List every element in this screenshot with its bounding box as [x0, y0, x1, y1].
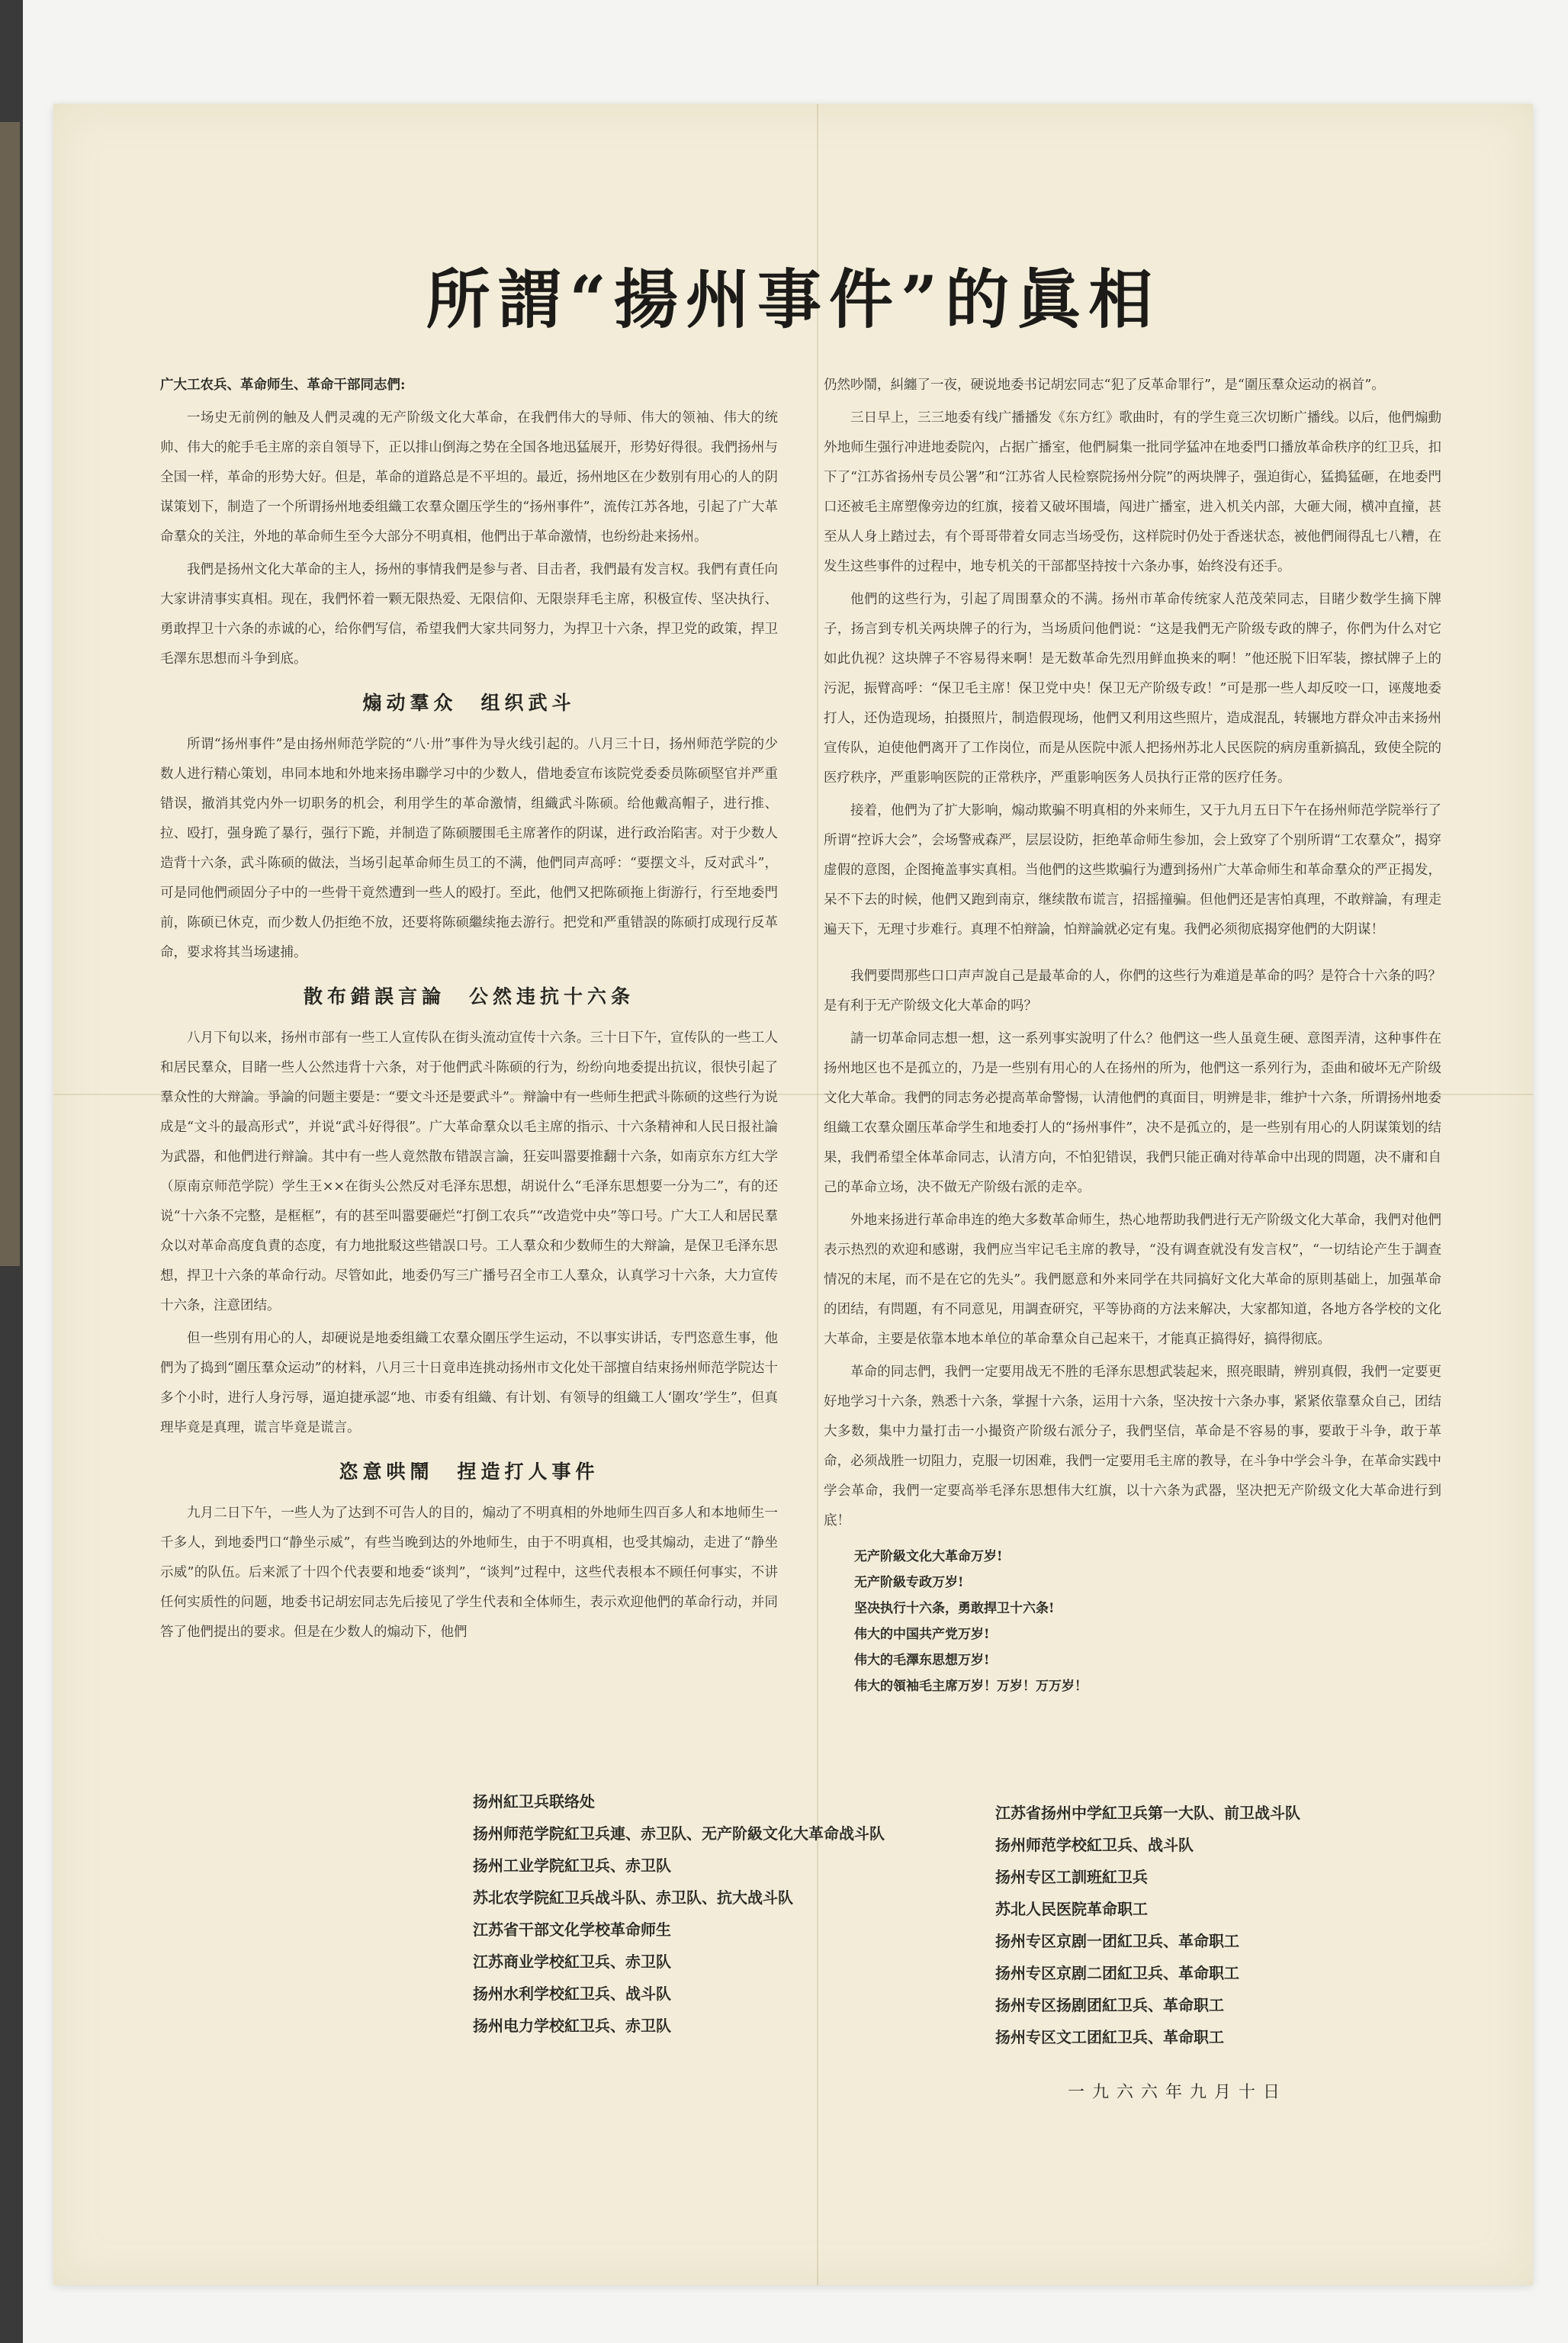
right-text-column: [824, 371, 1441, 1774]
signatory: 江苏省扬州中学紅卫兵第一大队、前卫战斗队: [995, 1804, 1300, 1822]
signatory: 扬州紅卫兵联络处: [473, 1792, 595, 1811]
slogan: 无产阶級专政万岁!: [854, 1575, 964, 1590]
paragraph: 八月下旬以来，扬州市部有一些工人宣传队在街头流动宣传十六条。三十日下午，宣传队的一些工人和居民羣众，目睹一些人公然违背十六条，对于他們武斗陈硕的行为，纷纷向地委提出抗议，很快引起了羣众性的大辩論。爭論的问题主要是：“要文斗还是要武斗”。辩論中有一些师生把武斗陈硕的这些行为说成是“文斗的最高形式”，并说“武斗好得很”。广大革命羣众以毛主席的指示、十六条精神和人民日报社論为武器，和他們进行辩論。其中有一些人竟然散布错誤言論，狂妄叫嚣要推翻十六条，如南京东方红大学（原南京师范学院）学生王××在街头公然反对毛泽东思想，胡说什么“毛泽东思想要一分为二”，有的还说“十六条不完整，是框框”，有的甚至叫嚣要砸烂“打倒工农兵”“改造党中央”等口号。广大工人和居民羣众以对革命高度負責的态度，有力地批駁这些错誤口号。工人羣众和少数师生的大辩論，是保卫毛泽东思想，捍卫十六条的革命行动。尽管如此，地委仍写三广播号召全市工人羣众，认真学习十六条，大力宣传十六条，注意团结。: [160, 1030, 778, 1313]
paragraph: 一场史无前例的触及人們灵魂的无产阶级文化大革命，在我們伟大的导师、伟大的领袖、伟大的统帅、伟大的舵手毛主席的亲自領导下，正以排山倒海之势在全国各地迅猛展开，形势好得很。我們扬州与全国一样，革命的形势大好。但是，革命的道路总是不平坦的。最近，扬州地区在少数别有用心的人的阴谋策划下，制造了一个所谓扬州地委组織工农羣众圍压学生的“扬州事件”，流传江苏各地，引起了广大革命羣众的关注，外地的革命师生至今大部分不明真相，他們出于革命激情，也纷纷赴来扬州。: [160, 410, 778, 545]
signatory: 扬州电力学校紅卫兵、赤卫队: [473, 2017, 671, 2035]
slogan: 伟大的中国共产党万岁!: [854, 1627, 990, 1642]
slogan: 伟大的毛澤东思想万岁!: [854, 1653, 990, 1668]
signatory-list-right: [995, 1797, 1300, 2053]
signatory: 苏北人民医院革命职工: [995, 1900, 1148, 1918]
paragraph: 三日早上，三三地委有线广播播发《东方红》歌曲时，有的学生竟三次切断广播线。以后，他們煽動外地师生强行冲进地委院內，占据广播室，他們屙集一批同学猛冲在地委門口播放革命秩序的红卫兵，扣下了“江苏省扬州专员公署”和“江苏省人民检察院扬州分院”的两块牌子，强迫街心，猛搗猛砸，在地委門口还被毛主席塑像旁边的红旗，接着又破坏围墙，闯进广播室，进入机关内部，大砸大闹，横冲直撞，甚至从人身上踏过去，有个哥哥带着女同志当场受伤，这样院时仍处于香迷状态，被他們闹得乱七八糟，在发生这些事件的过程中，地专机关的干部都坚持按十六条办事，始终没有还手。: [824, 410, 1441, 574]
salutation: 广大工农兵、革命师生、革命干部同志們:: [160, 378, 406, 393]
wooden-frame-edge: [0, 122, 20, 1266]
issue-date: 一九六六年九月十日: [1068, 2083, 1288, 2102]
slogan: 无产阶級文化大革命万岁!: [854, 1549, 1003, 1564]
paragraph: 但一些別有用心的人，却硬说是地委组織工农羣众圍压学生运动，不以事实讲话，专門恣意生事，他們为了捣到“圍压羣众运动”的材料，八月三十日竟串连挑动扬州市文化处干部擅自结束扬州师范学院达十多个小时，进行人身污辱，逼迫捷承認“地、市委有组織、有计划、有领导的组織工人‘圍攻’学生”，但真理毕竟是真理，谎言毕竟是谎言。: [160, 1331, 778, 1435]
signatory-list-left: [473, 1785, 885, 2042]
signatory: 江苏省干部文化学校革命师生: [473, 1920, 671, 1939]
signatory: 扬州专区工訓班紅卫兵: [995, 1868, 1148, 1886]
section-heading: 煽动羣众 组织武斗: [362, 692, 576, 714]
paragraph: 我們是扬州文化大革命的主人，扬州的事情我們是参与者、目击者，我們最有发言权。我們有責任向大家讲清事实真相。现在，我們怀着一颗无限热爱、无限信仰、无限崇拜毛主席，积极宣传、坚决执行、勇敢捍卫十六条的赤诚的心，给你們写信，希望我們大家共同努力，为捍卫十六条，捍卫党的政策，捍卫毛澤东思想而斗争到底。: [160, 562, 778, 667]
paragraph: 仍然吵鬧，糾纏了一夜，硬说地委书记胡宏同志“犯了反革命罪行”，是“圍压羣众运动的祸首”。: [824, 378, 1385, 393]
slogan: 坚决执行十六条，勇敢捍卫十六条!: [854, 1601, 1055, 1616]
signatory: 扬州工业学院紅卫兵、赤卫队: [473, 1856, 671, 1875]
signatory: 苏北农学院紅卫兵战斗队、赤卫队、抗大战斗队: [473, 1888, 793, 1907]
paragraph: 我們要問那些口口声声說自己是最革命的人，你們的这些行为难道是革命的吗？是符合十六条的吗？是有利于无产阶级文化大革命的吗？: [824, 969, 1441, 1014]
section-heading: 恣意哄鬧 捏造打人事件: [339, 1461, 599, 1483]
signatory: 扬州专区京剧一团紅卫兵、革命职工: [995, 1932, 1239, 1950]
section-heading: 散布錯誤言論 公然违抗十六条: [303, 985, 635, 1008]
paragraph: 外地来扬进行革命串连的绝大多数革命师生，热心地帮助我們进行无产阶级文化大革命，我們对他們表示热烈的欢迎和感谢，我們应当牢记毛主席的教导，“没有调查就没有发言权”，“一切结论产生于調查情况的末尾，而不是在它的先头”。我們愿意和外来同学在共同搞好文化大革命的原則基础上，加强革命的团结，有問題，有不同意见，用調查研究，平等协商的方法来解决，大家都知道，各地方各学校的文化大革命，主要是依靠本地本单位的革命羣众自己起来干，才能真正搞得好，搞得彻底。: [824, 1213, 1441, 1347]
left-text-column: [160, 371, 778, 1866]
signatory: 江苏商业学校紅卫兵、赤卫队: [473, 1952, 671, 1971]
poster-title: 所謂“揚州事件”的眞相: [426, 262, 1161, 337]
slogan-list: [854, 1544, 1441, 1699]
signatory: 扬州师范学校紅卫兵、战斗队: [995, 1836, 1194, 1854]
paragraph: 請一切革命同志想一想，这一系列事实說明了什么？他們这一些人虽竟生硬、意图弄清，这种事件在扬州地区也不是孤立的，乃是一些别有用心的人在扬州的所为，他們这一系列行为，歪曲和破坏无产阶级文化大革命。我們的同志务必提高革命警惕，认清他們的真面目，明辨是非，维护十六条，所谓扬州地委组織工农羣众圍压革命学生和地委打人的“扬州事件”，决不是孤立的，是一些别有用心的人阴谋策划的结果，我們希望全体革命同志，认清方向，不怕犯错误，我們只能正确对待革命中出现的問題，决不庸和自己的革命立场，决不做无产阶级右派的走卒。: [824, 1031, 1441, 1195]
signatory: 扬州专区扬剧团紅卫兵、革命职工: [995, 1996, 1224, 2014]
signatory: 扬州水利学校紅卫兵、战斗队: [473, 1985, 671, 2003]
poster-sheet: [53, 104, 1533, 2285]
signatory: 扬州师范学院紅卫兵連、赤卫队、无产阶級文化大革命战斗队: [473, 1824, 885, 1843]
paragraph: 革命的同志們，我們一定要用战无不胜的毛泽东思想武装起来，照亮眼睛，辨别真假，我們一定要更好地学习十六条，熟悉十六条，掌握十六条，运用十六条，坚决按十六条办事，紧紧依靠羣众自己，团结大多数，集中力量打击一小撮资产阶级右派分子，我們坚信，革命是不容易的事，要敢于斗争，敢于革命，必须战胜一切阻力，克服一切困难，我們一定要用毛主席的教导，在斗争中学会斗争，在革命实践中学会革命，我們一定要高举毛泽东思想伟大红旗，以十六条为武器，坚决把无产阶级文化大革命进行到底！: [824, 1364, 1441, 1528]
paragraph: 接着，他們为了扩大影响，煽动欺骗不明真相的外来师生，又于九月五日下午在扬州师范学院举行了所谓“控诉大会”，会场警戒森严，层层设防，拒绝革命师生参加，会上致穿了个别所谓“工农羣众”，揭穿虚假的意图，企图掩盖事实真相。当他們的这些欺骗行为遭到扬州广大革命师生和革命羣众的严正揭发，呆不下去的时候，他們又跑到南京，继续散布谎言，招摇撞骗。但他們还是害怕真理，不敢辩論，有理走遍天下，无理寸步难行。真理不怕辩論，怕辩論就必定有鬼。我們必须彻底揭穿他們的大阴谋！: [824, 803, 1441, 937]
slogan: 伟大的領袖毛主席万岁！万岁！万万岁！: [854, 1679, 1088, 1694]
signatory: 扬州专区文工团紅卫兵、革命职工: [995, 2028, 1224, 2046]
paragraph: 九月二日下午，一些人为了达到不可告人的目的，煽动了不明真相的外地师生四百多人和本地师生一千多人，到地委門口“静坐示威”，有些当晚到达的外地师生，由于不明真相，也受其煽动，走进了“静坐示威”的队伍。后来派了十四个代表要和地委“谈判”，“谈判”过程中，这些代表根本不顾任何事实，不讲任何实质性的问题，地委书记胡宏同志先后接见了学生代表和全体师生，表示欢迎他們的革命行动，并同答了他們提出的要求。但是在少数人的煽动下，他們: [160, 1506, 778, 1640]
paragraph: 他們的这些行为，引起了周围羣众的不满。扬州市革命传统家人范茂荣同志，目睹少数学生摘下牌子，扬言到专机关两块牌子的行为，当场质问他們说：“这是我們无产阶级专政的牌子，你們为什么对它如此仇视？这块牌子不容易得来啊！是无数革命先烈用鲜血换来的啊！”他还脱下旧军装，擦拭牌子上的污泥，振臂高呼：“保卫毛主席！保卫党中央！保卫无产阶级专政！”可是那一些人却反咬一口，诬蔑地委打人，还伪造现场，拍摄照片，制造假现场，他們又利用这些照片，造成混乱，转辗地方群众冲击来扬州宣传队，迫使他們离开了工作岗位，而是从医院中派人把扬州苏北人民医院的病房重新搞乱，致使全院的医疗秩序，严重影响医院的正常秩序，严重影响医务人员执行正常的医疗任务。: [824, 592, 1441, 786]
signatory: 扬州专区京剧二团紅卫兵、革命职工: [995, 1964, 1239, 1982]
paragraph: 所谓“扬州事件”是由扬州师范学院的“八·卅”事件为导火线引起的。八月三十日，扬州师范学院的少数人进行精心策划，串同本地和外地来扬串聯学习中的少数人，借地委宣布该院党委委员陈硕堅官并严重错误，撤消其党内外一切职务的机会，利用学生的革命激情，组織武斗陈硕。给他戴高帽子，进行推、拉、殴打，强身跪了暴行，强行下跪，并制造了陈硕腰围毛主席著作的阴谋，进行政治陷害。对于少数人造背十六条，武斗陈硕的做法，当场引起革命师生员工的不满，他們同声高呼：“要摆文斗，反对武斗”，可是同他們顽固分子中的一些骨干竟然遭到一些人的殴打。至此，他們又把陈硕拖上街游行，行至地委門前，陈硕已休克，而少数人仍拒绝不放，还要将陈硕繼续拖去游行。把党和严重错誤的陈硕打成现行反革命，要求将其当场逮捕。: [160, 737, 778, 960]
